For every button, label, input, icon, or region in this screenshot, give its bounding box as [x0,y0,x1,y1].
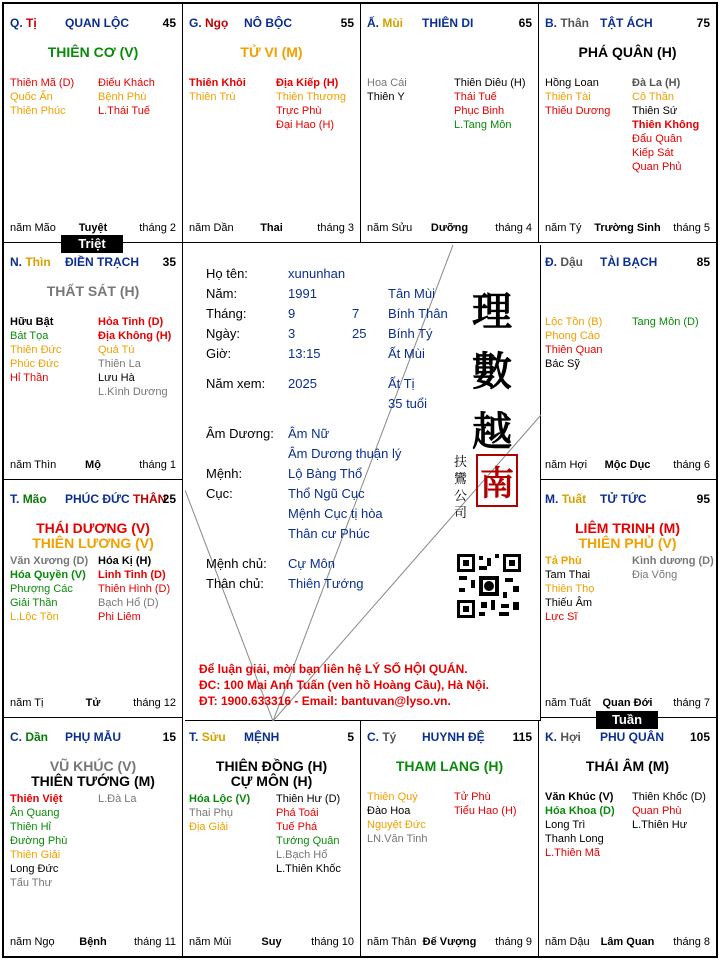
palace-name: PHU QUÂN [600,730,665,744]
palace-cell-thin [4,243,183,480]
palace-footer [367,936,532,950]
minor-star: Long Đức [10,863,59,875]
palace-footer [545,222,710,236]
main-star: THIÊN TƯỚNG (M) [31,773,155,789]
value-am-duong: Âm Nữ [288,426,330,441]
chi: Ngọ [205,16,229,30]
minor-star: Hóa Kị (H) [98,555,152,567]
palace-footer [545,697,710,711]
palace-name: NÔ BỘC [244,16,292,30]
palace-footer [10,697,176,711]
label-cuc: Cục: [206,486,233,501]
main-star: THIÊN CƠ (V) [47,44,139,60]
palace-header [545,730,710,746]
chi: Thân [560,16,590,30]
minor-star: Tướng Quân [276,835,340,847]
palace-number: 45 [162,16,176,30]
month: tháng 11 [133,936,176,948]
palace-footer [10,459,176,473]
minor-star: Thiên Mã (D) [10,77,75,89]
chi: Thìn [25,255,51,269]
minor-star: Kình dương (D) [632,555,714,567]
stage: Quan Đới [602,697,653,709]
minor-star: Thiên Hỉ [10,821,51,833]
chi: Mão [22,492,47,506]
minor-star: Thiên Sứ [632,105,678,117]
minor-star: Đà La (H) [632,77,681,89]
month: tháng 3 [317,222,354,234]
minor-stars-left [10,76,74,118]
minor-star: Lộc Tồn (B) [545,316,603,328]
palace-cell-ngo [183,4,361,243]
chi: Tý [382,730,397,744]
stage: Tử [85,697,101,709]
year: năm Tý [545,222,582,234]
minor-star: Hóa Quyền (V) [10,569,86,581]
minor-star: Tấu Thư [10,877,53,889]
minor-star: Quả Tú [98,344,135,356]
seal-char-1: 理 [472,288,512,335]
palace-header [367,16,532,32]
can: N. [10,255,22,269]
palace-header [545,16,710,32]
value-nam: 1991 [288,286,317,301]
minor-star: Văn Khúc (V) [545,791,614,803]
minor-star: Địa Giải [189,821,229,833]
palace-number: 35 [162,255,176,269]
label-nam-xem: Năm xem: [206,376,266,391]
minor-star: Cô Thần [632,91,674,103]
palace-number: 15 [162,730,176,744]
minor-star: Đẩu Quân [632,133,683,145]
chi: Dậu [560,255,584,269]
minor-star: Phúc Đức [10,358,59,370]
stage: Đế Vượng [422,936,477,948]
month: tháng 6 [673,459,710,471]
contact-line-2: ĐC: 100 Mai Anh Tuấn (ven hồ Hoàng Cầu), Hà Nội. [199,678,490,692]
minor-star: Tả Phù [545,555,582,567]
minor-star: Quan Phủ [632,161,682,173]
seal-char-4: 南 [476,454,518,507]
minor-star: Lưu Hà [98,372,135,384]
value-thang-can: Bính Thân [388,306,448,321]
main-star: VŨ KHÚC (V) [49,758,137,774]
month: tháng 8 [673,936,710,948]
palace-header [189,730,354,746]
palace-name: MỆNH [244,730,280,744]
minor-star: L.Thái Tuế [98,105,150,117]
minor-star: Tam Thai [545,569,591,581]
palace-footer [189,936,354,950]
minor-star: Bát Tọa [10,330,49,342]
minor-star: Thiên Diêu (H) [454,77,526,89]
minor-star: Linh Tinh (D) [98,569,166,581]
minor-star: Thiên Khôi [189,77,246,89]
value-nam-can: Tân Mùi [388,286,435,301]
palace-footer [545,936,710,950]
palace-header [10,730,176,746]
minor-star: Thiên Hình (D) [98,583,171,595]
minor-star: Thiên Không [632,119,700,131]
minor-star: L.Lộc Tồn [10,611,59,623]
minor-star: Hóa Lộc (V) [189,793,251,805]
minor-star: Thiếu Dương [545,105,611,117]
seal-char-3: 越 [472,408,512,455]
minor-star: Văn Xương (D) [10,555,89,567]
contact-line-3: ĐT: 1900.633316 - Email: bantuvan@lyso.vn. [199,694,451,708]
minor-stars-left [545,76,610,118]
minor-star: Trực Phù [276,105,322,117]
chi: Hợi [560,730,581,744]
minor-star: Nguyệt Đức [367,819,426,831]
minor-star: Phá Toái [276,807,319,819]
minor-star: Thiên Phúc [10,105,66,117]
minor-star: Thiên Quan [545,344,603,356]
main-star: LIÊM TRINH (M) [575,520,680,536]
minor-star: Địa Không (H) [98,330,172,342]
palace-number: 95 [696,492,710,506]
minor-star: L.Tang Môn [454,119,512,131]
minor-star: Hồng Loan [545,77,599,89]
main-star: THÁI DƯƠNG (V) [36,520,150,536]
chi: Tuất [561,492,587,506]
palace-cell-ty [4,4,183,243]
minor-star: Lực Sĩ [545,611,578,623]
value-ngay: 3 [288,326,296,341]
palace-cell-dan [4,718,183,956]
triet-tag: Triệt [61,235,123,253]
year: năm Ngọ [10,936,55,948]
minor-star: Thiên Y [367,91,405,103]
can: T. [189,730,199,744]
contact-line-1: Để luận giải, mời bạn liên hệ LÝ SỐ HỘI QUÁN. [199,662,468,676]
main-star: PHÁ QUÂN (H) [578,44,677,60]
can: T. [10,492,20,506]
minor-star: Địa Kiếp (H) [276,77,339,89]
label-menh: Mệnh: [206,466,243,481]
minor-star: Giải Thần [10,597,58,609]
minor-stars-right [276,76,346,132]
stage: Suy [261,936,282,948]
minor-star: Quốc Ấn [10,91,53,103]
palace-header [10,492,176,508]
minor-stars-right [632,315,699,329]
main-star: THIÊN ĐỒNG (H) [215,758,328,774]
minor-star: Kiếp Sát [632,147,674,159]
minor-star: Ân Quang [10,807,60,819]
minor-stars-right [276,792,341,876]
minor-stars-left [10,315,61,385]
minor-stars-right [98,76,155,118]
value-nam-xem-can: Ất Tị [388,376,415,391]
value-tuoi: 35 tuổi [388,396,428,411]
year: năm Sửu [367,222,413,234]
month: tháng 12 [133,697,176,709]
minor-star: Thiên Giải [10,849,61,861]
minor-star: Thiên Thọ [545,583,595,595]
minor-star: Bạch Hổ (D) [98,597,159,609]
minor-star: L.Kình Dương [98,386,168,398]
minor-star: Đường Phù [10,835,68,847]
minor-star: Hoa Cái [367,77,407,89]
value-cuc-3: Thân cư Phúc [288,526,370,541]
minor-stars-left [189,76,246,104]
palace-name: TÀI BẠCH [600,255,658,269]
minor-star: Thiên Tài [545,91,591,103]
main-star: THẤT SÁT (H) [46,283,140,299]
value-cuc-2: Mệnh Cục tị hòa [288,506,383,521]
label-am-duong: Âm Dương: [206,426,274,441]
value-ngay-can: Bính Tý [388,326,433,341]
palace-cell-ty2 [361,718,539,956]
minor-star: Bệnh Phù [98,91,147,103]
value-cuc: Thổ Ngũ Cục [288,486,365,501]
tu-vi-chart [2,2,718,958]
can: M. [545,492,559,506]
minor-star: Hỉ Thần [10,372,49,384]
minor-stars-right [98,315,171,399]
can: Q. [10,16,23,30]
minor-stars-left [10,792,67,890]
minor-stars-right [632,790,706,832]
than-marker: THÂN [132,492,167,506]
main-star: THIÊN LƯƠNG (V) [32,535,154,551]
main-star: CỰ MÔN (H) [230,773,313,789]
year: năm Hợi [545,459,588,471]
palace-number: 25 [162,492,176,506]
can: Đ. [545,255,557,269]
palace-footer [10,936,176,950]
minor-stars-left [545,790,615,860]
chi: Mùi [382,16,404,30]
can: B. [545,16,557,30]
palace-number: 115 [512,730,532,744]
year: năm Thìn [10,459,57,471]
minor-star: L.Thiên Hư [632,819,688,831]
month: tháng 1 [139,459,176,471]
minor-stars-left [367,790,428,846]
minor-star: Tiểu Hao (H) [454,805,517,817]
minor-star: Điếu Khách [98,77,155,89]
stage: Trường Sinh [594,222,661,234]
minor-star: Thiên Khốc (D) [632,791,706,803]
palace-cell-hoi [539,718,716,956]
month: tháng 2 [139,222,176,234]
year: năm Thân [367,936,417,948]
palace-name: TẬT ÁCH [600,16,653,30]
label-thang: Tháng: [206,306,247,321]
palace-cell-mui [361,4,539,243]
minor-star: Thiên Quý [367,791,418,803]
label-ngay: Ngày: [206,326,240,341]
chi: Dần [25,730,49,744]
year: năm Tị [10,697,44,709]
minor-star: Tử Phù [454,791,491,803]
seal-char-2: 數 [472,348,512,395]
minor-star: Đại Hao (H) [276,119,335,131]
minor-star: Thiên La [98,358,141,370]
palace-footer [367,222,532,236]
minor-star: Long Trì [545,819,586,831]
minor-stars-left [367,76,407,104]
minor-star: L.Thiên Mã [545,847,601,859]
minor-star: Thiếu Âm [545,597,593,609]
value-gio-can: Ất Mùi [388,346,425,361]
label-gio: Giờ: [206,346,232,361]
minor-star: Thiên Hư (D) [276,793,341,805]
can: C. [367,730,379,744]
label-ho-ten: Họ tên: [206,266,248,281]
stage: Lâm Quan [600,936,655,948]
stage: Thai [260,222,283,234]
seal-small-text: 扶鸞公司 [454,455,468,521]
year: năm Dần [189,222,234,234]
month: tháng 10 [311,936,354,948]
minor-stars-right [632,554,714,582]
minor-star: Bác Sỹ [545,358,580,370]
label-than-chu: Thân chủ: [206,576,264,591]
palace-header [189,16,354,32]
minor-star: Thiên Việt [10,793,63,805]
value-menh: Lộ Bàng Thổ [288,466,363,481]
minor-stars-right [98,792,137,806]
minor-star: Địa Võng [632,569,678,581]
minor-star: Phục Binh [454,105,505,117]
palace-header [367,730,532,746]
minor-stars-left [545,554,594,624]
label-menh-chu: Mệnh chủ: [206,556,267,571]
can: G. [189,16,202,30]
minor-star: Phượng Các [10,583,73,595]
minor-stars-left [10,554,88,624]
palace-header [545,255,710,271]
palace-header [10,255,176,271]
palace-number: 55 [340,16,354,30]
year: năm Mão [10,222,56,234]
palace-number: 85 [696,255,710,269]
minor-stars-right [632,76,699,174]
palace-cell-than [539,4,716,243]
palace-name: QUAN LỘC [65,16,129,30]
palace-cell-dau [539,243,716,480]
minor-star: Quan Phù [632,805,682,817]
minor-stars-right [98,554,170,624]
palace-number: 105 [689,730,710,744]
minor-stars-left [189,792,250,834]
minor-star: LN.Văn Tinh [367,833,428,845]
month: tháng 4 [495,222,532,234]
value-ho-ten: xununhan [288,266,346,281]
minor-star: Đào Hoa [367,805,411,817]
minor-star: Thiên Thương [276,91,347,103]
year: năm Tuất [545,697,591,709]
palace-name: PHỤ MẪU [65,730,121,744]
palace-number: 5 [347,730,354,744]
stage: Bệnh [79,936,107,948]
value-thang: 9 [288,306,296,321]
minor-star: Phong Cáo [545,330,601,342]
palace-number: 75 [696,16,710,30]
minor-star: Thiên Trù [189,91,236,103]
minor-star: L.Bạch Hổ [276,849,328,861]
palace-cell-mao [4,480,183,718]
label-nam: Năm: [206,286,238,301]
stage: Mộc Dục [604,459,651,471]
minor-star: Thai Phụ [189,807,234,819]
month: tháng 7 [673,697,710,709]
year: năm Mùi [189,936,232,948]
main-star: THÁI ÂM (M) [585,758,670,774]
stage: Tuyệt [78,222,108,234]
qr-code [455,552,523,620]
value-than-chu: Thiên Tướng [288,576,364,591]
value-am-duong-2: Âm Dương thuận lý [288,446,402,461]
minor-stars-left [545,315,602,371]
value-menh-chu: Cự Môn [288,556,335,571]
can: Ấ. [367,16,379,30]
main-star: THIÊN PHỦ (V) [578,535,677,551]
minor-stars-right [454,790,517,818]
value-gio: 13:15 [288,346,321,361]
minor-star: Tuế Phá [276,821,318,833]
palace-cell-suu [183,718,361,956]
palace-footer [10,222,176,236]
palace-number: 65 [518,16,532,30]
month: tháng 9 [495,936,532,948]
palace-name: ĐIỀN TRẠCH [65,255,139,269]
value-ngay-am: 25 [352,326,367,341]
minor-star: Hóa Khoa (D) [545,805,615,817]
minor-star: L.Đà La [98,793,137,805]
qr-pattern [455,552,523,620]
chi: Sửu [201,730,226,744]
chi: Tị [26,16,37,30]
palace-name: PHÚC ĐỨC THÂN [65,492,167,506]
year: năm Dậu [545,936,590,948]
palace-header [545,492,710,508]
minor-star: Hữu Bật [10,316,54,328]
can: K. [545,730,557,744]
minor-star: Thanh Long [545,833,604,845]
minor-star: Phi Liêm [98,611,141,623]
minor-stars-right [454,76,526,132]
tuan-tag: Tuần [596,711,658,729]
palace-header [10,16,176,32]
minor-star: Hỏa Tinh (D) [98,316,164,328]
minor-star: L.Thiên Khốc [276,863,341,875]
palace-name: THIÊN DI [422,16,474,30]
palace-cell-tuat [539,480,716,718]
can: C. [10,730,22,744]
palace-footer [189,222,354,236]
stage: Mộ [85,459,101,471]
minor-star: Thiên Đức [10,344,62,356]
stage: Dưỡng [430,222,469,234]
month: tháng 5 [673,222,710,234]
value-nam-xem: 2025 [288,376,317,391]
palace-name: TỬ TỨC [600,492,647,506]
main-star: TỬ VI (M) [240,44,303,60]
palace-name: HUYNH ĐỆ [422,730,485,744]
value-thang-am: 7 [352,306,360,321]
palace-footer [545,459,710,473]
minor-star: Tang Môn (D) [632,316,699,328]
main-star: THAM LANG (H) [395,758,504,774]
minor-star: Thái Tuế [454,91,497,103]
